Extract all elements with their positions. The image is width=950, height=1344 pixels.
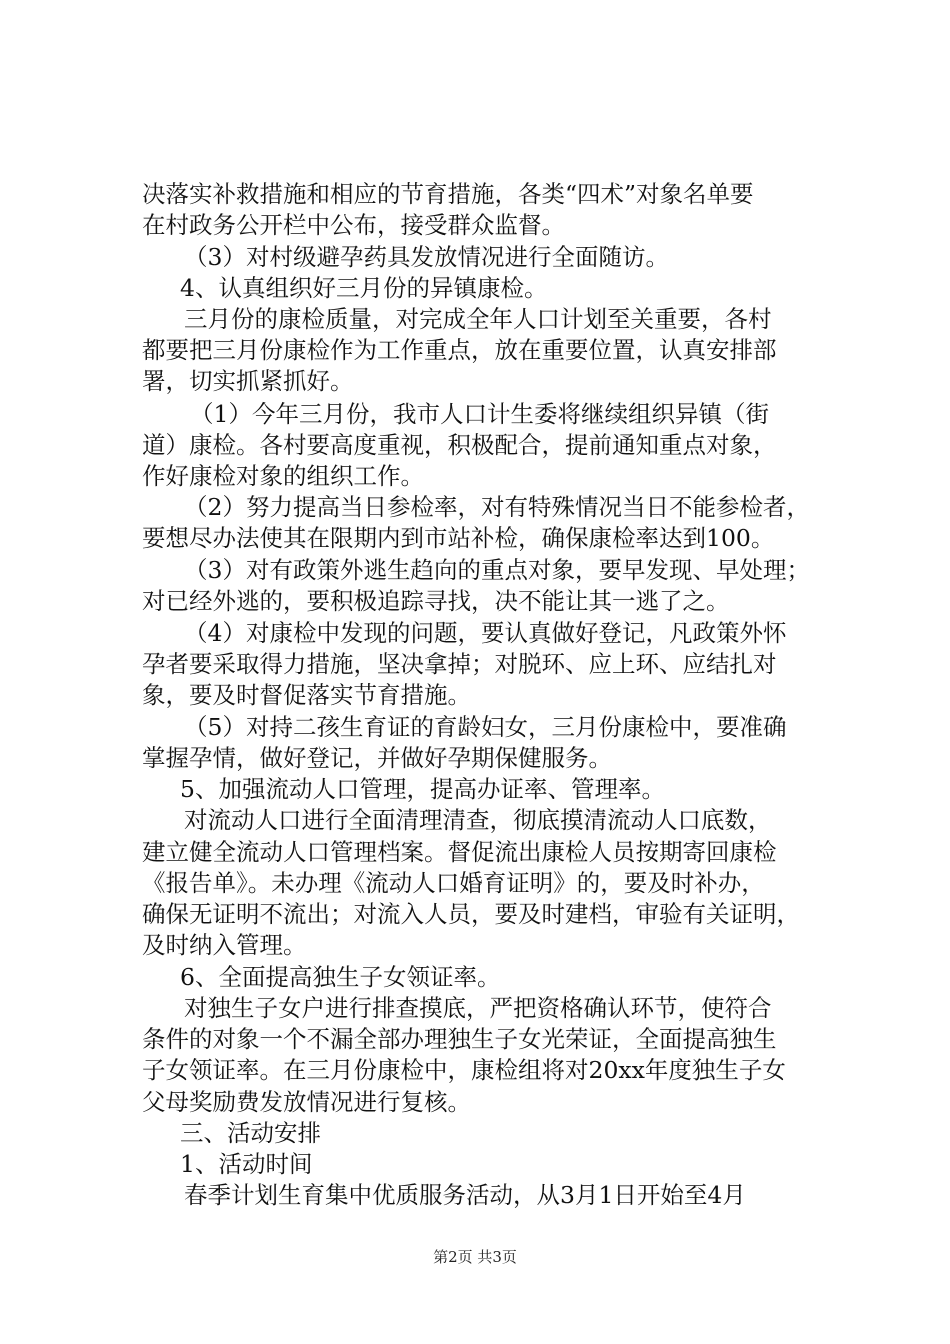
text-line: 在村政务公开栏中公布，接受群众监督。 bbox=[142, 211, 565, 239]
text-line: 作好康检对象的组织工作。 bbox=[142, 462, 424, 490]
text-line: 父母奖励费发放情况进行复核。 bbox=[142, 1088, 471, 1116]
text-line: 条件的对象一个不漏全部办理独生子女光荣证，全面提高独生 bbox=[142, 1025, 777, 1053]
text-line: 署，切实抓紧抓好。 bbox=[142, 367, 354, 395]
text-line: （4）对康检中发现的问题，要认真做好登记，凡政策外怀 bbox=[184, 619, 787, 647]
page-number-footer: 第2页 共3页 bbox=[433, 1248, 517, 1266]
text-line: 5、加强流动人口管理，提高办证率、管理率。 bbox=[180, 775, 665, 803]
text-line: 建立健全流动人口管理档案。督促流出康检人员按期寄回康检 bbox=[142, 838, 777, 866]
text-line: 对已经外逃的，要积极追踪寻找，决不能让其一逃了之。 bbox=[142, 587, 730, 615]
text-line: 道）康检。各村要高度重视，积极配合，提前通知重点对象， bbox=[142, 431, 777, 459]
text-line: 春季计划生育集中优质服务活动，从3月1日开始至4月 bbox=[184, 1181, 746, 1209]
text-line: 掌握孕情，做好登记，并做好孕期保健服务。 bbox=[142, 744, 612, 772]
text-line: （3）对有政策外逃生趋向的重点对象，要早发现、早处理； bbox=[184, 556, 810, 584]
text-line: 对独生子女户进行排查摸底，严把资格确认环节，使符合 bbox=[184, 994, 772, 1022]
text-line: 及时纳入管理。 bbox=[142, 931, 307, 959]
text-line: 要想尽办法使其在限期内到市站补检，确保康检率达到100。 bbox=[142, 524, 775, 552]
text-line: （2）努力提高当日参检率，对有特殊情况当日不能参检者， bbox=[184, 493, 810, 521]
text-line: 对流动人口进行全面清理清查，彻底摸清流动人口底数， bbox=[184, 806, 772, 834]
text-line: （1）今年三月份，我市人口计生委将继续组织异镇（街 bbox=[190, 400, 769, 428]
text-line: （5）对持二孩生育证的育龄妇女，三月份康检中，要准确 bbox=[184, 713, 787, 741]
text-line: 6、全面提高独生子女领证率。 bbox=[180, 963, 501, 991]
text-line: 孕者要采取得力措施，坚决拿掉；对脱环、应上环、应结扎对 bbox=[142, 650, 777, 678]
text-line: 三月份的康检质量，对完成全年人口计划至关重要，各村 bbox=[184, 305, 772, 333]
text-line: 都要把三月份康检作为工作重点，放在重要位置，认真安排部 bbox=[142, 336, 777, 364]
text-line: 决落实补救措施和相应的节育措施，各类“四术”对象名单要 bbox=[142, 180, 754, 208]
text-line: 确保无证明不流出；对流入人员，要及时建档，审验有关证明， bbox=[142, 900, 800, 928]
text-line: 象，要及时督促落实节育措施。 bbox=[142, 681, 471, 709]
text-line: （3）对村级避孕药具发放情况进行全面随访。 bbox=[184, 243, 669, 271]
text-line: 三、活动安排 bbox=[180, 1119, 321, 1147]
text-line: 1、活动时间 bbox=[180, 1150, 313, 1178]
text-line: 子女领证率。在三月份康检中，康检组将对20xx年度独生子女 bbox=[142, 1056, 786, 1084]
text-line: 《报告单》。未办理《流动人口婚育证明》的，要及时补办， bbox=[142, 869, 765, 897]
text-line: 4、认真组织好三月份的异镇康检。 bbox=[180, 274, 548, 302]
